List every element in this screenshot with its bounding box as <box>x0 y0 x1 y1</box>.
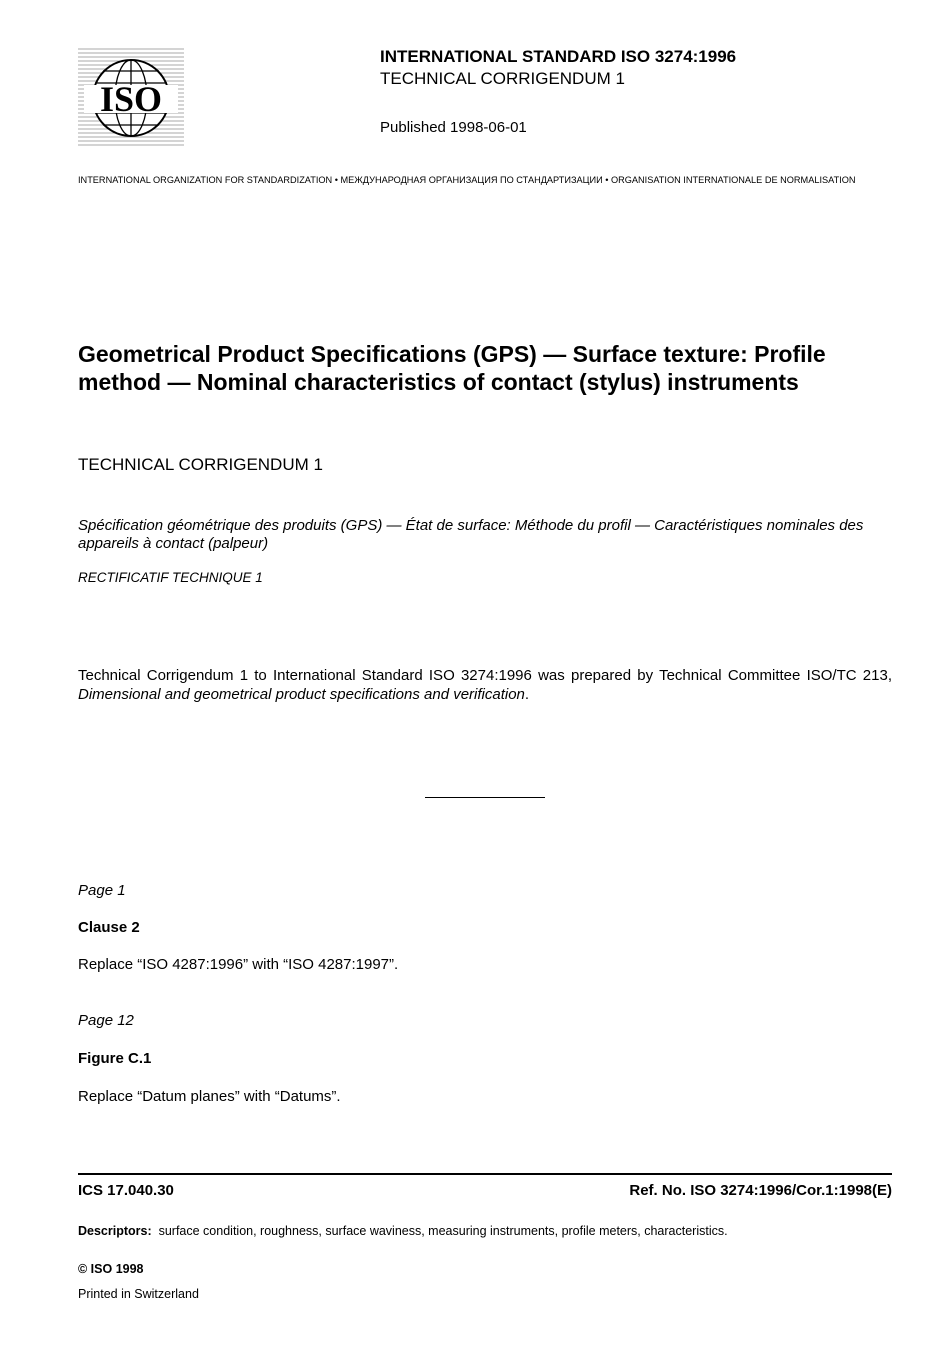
foreword-text: Technical Corrigendum 1 to International Standard ISO 3274:1996 was prepared by Technical Committee ISO/TC 213, <box>78 667 892 684</box>
foreword-end: . <box>524 686 530 703</box>
descriptors-list: surface condition, roughness, surface waviness, measuring instruments, profile meters, characteristics. <box>158 1224 728 1238</box>
foreword-paragraph <box>78 666 892 704</box>
document-title: Geometrical Product Specifications (GPS) — Surface texture: Profile method — Nominal characteristics of contact (stylus) instruments <box>78 341 826 395</box>
separator-rule <box>425 797 545 798</box>
french-title: Spécification géométrique des produits (GPS) — État de surface: Méthode du profil — Caractéristiques nominales des appareils à contact (palpeur) <box>78 517 864 552</box>
standard-title: INTERNATIONAL STANDARD ISO 3274:1996 <box>380 47 737 66</box>
page-reference: Page 12 <box>78 1012 134 1029</box>
clause-heading: Clause 2 <box>78 919 140 936</box>
copyright-notice: © ISO 1998 <box>78 1262 144 1276</box>
printed-location: Printed in Switzerland <box>78 1287 199 1301</box>
corrigendum-subtitle: TECHNICAL CORRIGENDUM 1 <box>380 69 625 88</box>
correction-text: Replace “Datum planes” with “Datums”. <box>78 1088 341 1105</box>
descriptors <box>78 1224 728 1238</box>
footer-rule <box>78 1173 892 1175</box>
ics-code: ICS 17.040.30 <box>78 1182 174 1199</box>
reference-number: Ref. No. ISO 3274:1996/Cor.1:1998(E) <box>629 1182 892 1199</box>
committee-title: Dimensional and geometrical product specifications and verification <box>78 686 525 703</box>
descriptors-label: Descriptors: <box>78 1224 152 1238</box>
corrigendum-label-fr: RECTIFICATIF TECHNIQUE 1 <box>78 570 263 585</box>
correction-text: Replace “ISO 4287:1996” with “ISO 4287:1997”. <box>78 956 399 973</box>
published-date: Published 1998-06-01 <box>380 119 527 136</box>
iso-logo <box>78 47 184 149</box>
corrigendum-label-en: TECHNICAL CORRIGENDUM 1 <box>78 455 323 474</box>
page-reference: Page 1 <box>78 882 126 899</box>
clause-heading: Figure C.1 <box>78 1050 152 1067</box>
svg-text:ISO: ISO <box>99 79 163 119</box>
organisation-names: INTERNATIONAL ORGANIZATION FOR STANDARDIZATION • МЕЖДУНАРОДНАЯ ОРГАНИЗАЦИЯ ПО СТАНДАРТИЗАЦИИ • ORGANISATION INTERNATIONALE DE NORMALISATION <box>78 175 856 185</box>
